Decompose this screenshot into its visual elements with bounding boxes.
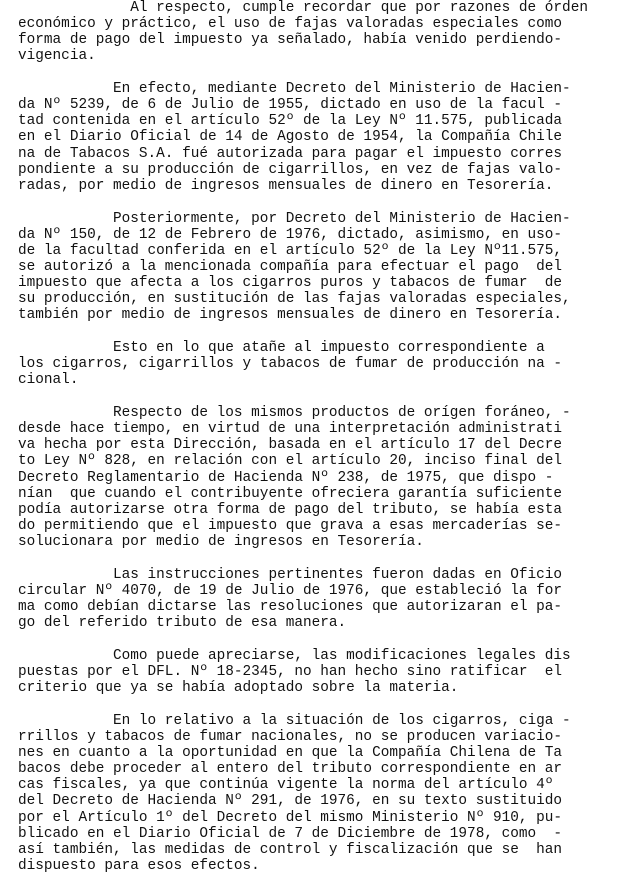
paragraph <box>18 567 624 632</box>
paragraph <box>18 81 624 194</box>
text-line: blicado en el Diario Oficial de 7 de Diciembre de 1978, como - <box>18 825 563 842</box>
text-line: ma como debían dictarse las resoluciones que autorizaran el pa- <box>18 599 563 615</box>
text-line: go del referido tributo de esa manera. <box>18 615 347 632</box>
paragraph-gap <box>18 696 624 713</box>
text-line: vigencia. <box>18 48 96 65</box>
text-line: bacos debe proceder al entero del tributo correspondiente en ar <box>18 761 563 778</box>
text-line: En lo relativo a la situación de los cigarros, ciga - <box>18 712 571 729</box>
text-line: rrillos y tabacos de fumar nacionales, no se producen variacio- <box>18 728 563 745</box>
paragraph <box>18 340 624 388</box>
text-line: pondiente a su producción de cigarrillos, en vez de fajas valo- <box>18 161 563 178</box>
text-line: dispuesto para esos efectos. <box>18 857 260 874</box>
text-line: nían que cuando el contribuyente ofreciera garantía suficiente <box>18 485 563 502</box>
text-line: podía autorizarse otra forma de pago del tributo, se había esta <box>18 501 563 518</box>
text-line: da Nº 150, de 12 de Febrero de 1976, dictado, asimismo, en uso- <box>18 226 563 243</box>
text-line: circular Nº 4070, de 19 de Julio de 1976, que estableció la for <box>18 582 563 599</box>
text-line: de la facultad conferida en el artículo 52º de la Ley Nº11.575, <box>18 242 563 259</box>
text-line: Posteriormente, por Decreto del Ministerio de Hacien- <box>18 210 571 227</box>
text-line: desde hace tiempo, en virtud de una interpretación administrati <box>18 421 563 438</box>
text-line: na de Tabacos S.A. fué autorizada para pagar el impuesto corres <box>18 145 563 162</box>
text-line: nes en cuanto a la oportunidad en que la Compañía Chilena de Ta <box>18 744 563 761</box>
text-line: en el Diario Oficial de 14 de Agosto de 1954, la Compañía Chile <box>18 129 563 146</box>
text-line: Al respecto, cumple recordar que por razones de órden <box>18 0 588 16</box>
text-line: impuesto que afecta a los cigarros puros y tabacos de fumar de <box>18 275 563 292</box>
text-line: del Decreto de Hacienda Nº 291, de 1976, en su texto sustituido <box>18 793 563 810</box>
text-line: cional. <box>18 372 79 389</box>
paragraph-gap <box>18 194 624 211</box>
text-line: solucionara por medio de ingresos en Tesorería. <box>18 534 424 551</box>
text-line: forma de pago del impuesto ya señalado, había venido perdiendo- <box>18 32 563 49</box>
paragraph <box>18 405 624 550</box>
paragraph <box>18 648 624 696</box>
text-line: radas, por medio de ingresos mensuales de dinero en Tesorería. <box>18 177 554 194</box>
text-line: to Ley Nº 828, en relación con el artículo 20, inciso final del <box>18 453 563 470</box>
text-line: por el Artículo 1º del Decreto del mismo Ministerio Nº 910, pu- <box>18 809 563 826</box>
paragraph-gap <box>18 65 624 82</box>
paragraph <box>18 713 624 874</box>
text-line: va hecha por esta Dirección, basada en el artículo 17 del Decre <box>18 437 563 454</box>
text-line: Decreto Reglamentario de Hacienda Nº 238, de 1975, que dispo - <box>18 469 554 486</box>
text-line: Como puede apreciarse, las modificaciones legales dis <box>18 647 571 664</box>
paragraph-gap <box>18 631 624 648</box>
paragraph-gap <box>18 550 624 567</box>
text-line: da Nº 5239, de 6 de Julio de 1955, dictado en uso de la facul - <box>18 97 563 114</box>
paragraph <box>18 0 624 65</box>
text-line: cas fiscales, ya que continúa vigente la norma del artículo 4º <box>18 777 554 794</box>
paragraph-gap <box>18 324 624 341</box>
text-line: En efecto, mediante Decreto del Ministerio de Hacien- <box>18 81 571 98</box>
text-line: se autorizó a la mencionada compañía para efectuar el pago del <box>18 258 563 275</box>
text-line: do permitiendo que el impuesto que grava a esas mercaderías se- <box>18 517 563 534</box>
text-line: su producción, en sustitución de las fajas valoradas especiales, <box>18 291 571 308</box>
text-line: también por medio de ingresos mensuales de dinero en Tesorería. <box>18 307 563 324</box>
paragraph-gap <box>18 388 624 405</box>
text-line: económico y práctico, el uso de fajas valoradas especiales como <box>18 16 563 33</box>
text-line: tad contenida en el artículo 52º de la Ley Nº 11.575, publicada <box>18 113 563 130</box>
text-line: criterio que ya se había adoptado sobre la materia. <box>18 680 459 697</box>
text-line: Esto en lo que atañe al impuesto correspondiente a <box>18 340 545 357</box>
document-body <box>18 0 624 874</box>
text-line: puestas por el DFL. Nº 18-2345, no han hecho sino ratificar el <box>18 663 563 680</box>
text-line: Las instrucciones pertinentes fueron dadas en Oficio <box>18 566 563 583</box>
text-line: Respecto de los mismos productos de orígen foráneo, - <box>18 404 571 421</box>
text-line: así también, las medidas de control y fiscalización que se han <box>18 841 563 858</box>
text-line: los cigarros, cigarrillos y tabacos de fumar de producción na - <box>18 356 563 373</box>
paragraph <box>18 211 624 324</box>
